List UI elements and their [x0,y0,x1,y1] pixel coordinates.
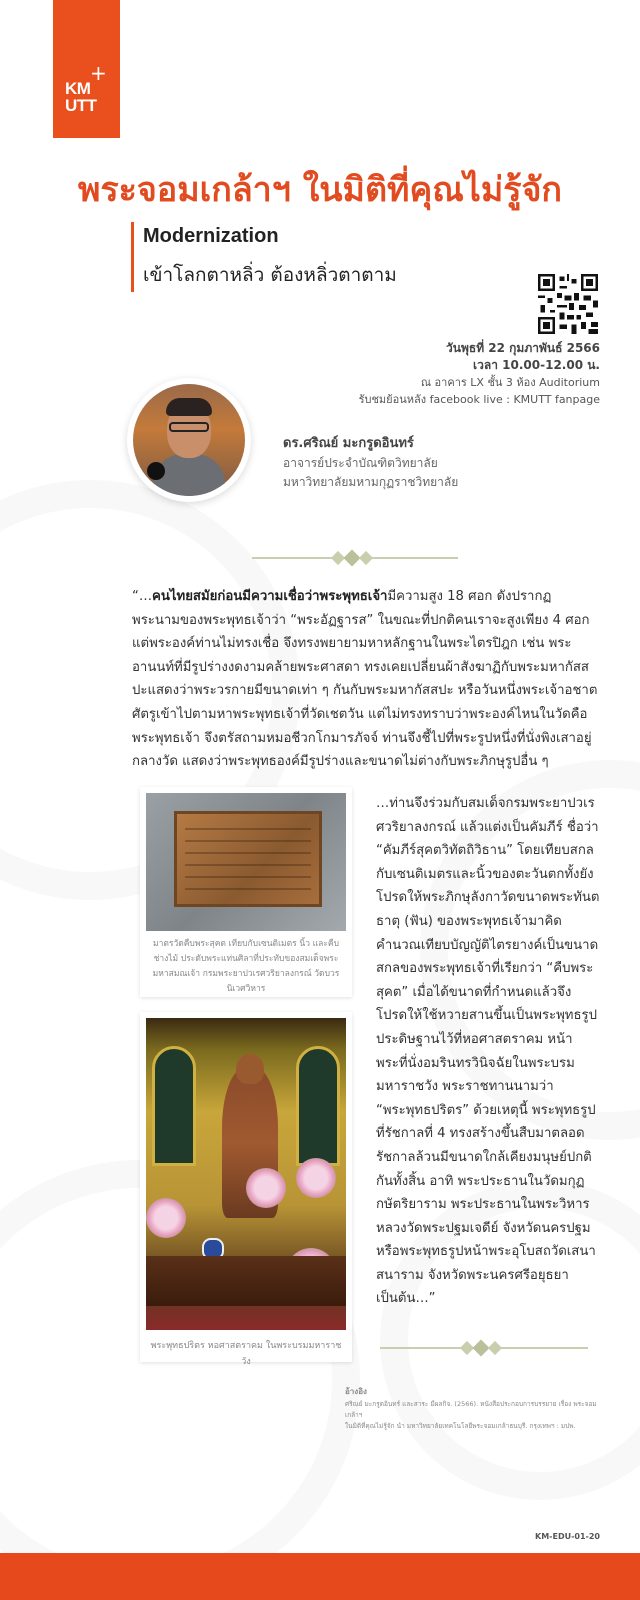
photo-card-buddha [140,1012,352,1367]
page-title: พระจอมเกล้าฯ ในมิติที่คุณไม่รู้จัก [77,170,563,210]
reference-line: ในมิติที่คุณไม่รู้จัก นำ มหาวิทยาลัยเทคโนโลยีพระจอมเกล้าธนบุรี. กรุงเทพฯ : มปพ. [345,1422,576,1430]
body-paragraph: …ท่านจึงร่วมกับสมเด็จกรมพระยาปวเรศวริยาลงกรณ์ แล้วแต่งเป็นคัมภีร์ ชื่อว่า “คัมภีร์สุคตวิทัตถิวิธาน” โดยเทียบสกลกับเซนติเมตรและนิ้วของตะวันตกทั้งยังโปรดให้พระภิกษุลังกาวัดขนาดพระทันตธาตุ (ฟัน) ของพระพุทธเจ้ามาคิดคำนวณเทียบบัญญัติไตรยางค์เป็นขนาดสกลของพระพุทธเจ้าที่เรียกว่า “คืบพระสุคต” เมื่อได้ขนาดที่กำหนดแล้วจึงโปรดให้ใช้หวายสานขึ้นเป็นพระพุทธรูปประดิษฐานไว้ที่หอศาสตราคม หน้าพระที่นั่งอมรินทรวินิจฉัยในพระบรมมหาราชวัง พระราชทานนามว่า “พระพุทธปริตร” ด้วยเหตุนี้ พระพุทธรูปที่รัชกาลที่ 4 ทรงสร้างขึ้นสืบมาตลอดรัชกาลล้วนมีขนาดใกล้เคียงมนุษย์ปกติกันทั้งสิ้น อาทิ พระประธานในวัดมกุฏกษัตริยาราม พระประธานในพระวิหารหลวงวัดพระปฐมเจดีย์ จังหวัดนครปฐม หรือพระพุทธรูปหน้าพระอุโบสถวัดเสนาสนาราม จังหวัดพระนครศรีอยุธยา เป็นต้น…” [376,796,600,1307]
event-venue: ณ อาคาร LX ชั้น 3 ห้อง Auditorium [420,376,600,389]
divider-diamond-icon [331,550,381,566]
reference-section [345,1385,605,1432]
logo-plus-icon: + [90,61,107,85]
subtitle-thai: เข้าโลกตาหลิ่ว ต้องหลิ่วตาตาม [143,264,397,286]
buddha-statue-photo [146,1018,346,1330]
subtitle-english: Modernization [143,225,279,247]
qr-code-icon[interactable] [538,274,598,334]
subtitle-accent-bar [131,222,134,292]
quote-text: มีความสูง 18 ศอก ดังปรากฏพระนามของพระพุทธเจ้าว่า “พระอัฏฐารส” ในขณะที่ปกติคนเราจะสูงเพียง 4 ศอก แต่พระองค์ท่านไม่ทรงเชื่อ จึงทรงพยายามหาหลักฐานในพระไตรปิฎก เช่น พระอานนท์ที่มีรูปร่างงดงามคล้ายพระศาสดา ทรงเคยเปลี่ยนผ้าสังฆาฏิกับพระมหากัสสปะแสดงว่าพระวรกายมีขนาดเท่า ๆ กันกับพระมหากัสสปะ หรือวันหนึ่งพระเจ้าอชาตศัตรูเข้าไปตามหาพระพุทธเจ้าที่วัดเชตวัน แต่ไม่ทรงทราบว่าพระองค์ไหนในวัดคือพระพุทธเจ้า จึงตรัสถามหมอชีวกโกมารภัจจ์ ท่านจึงชี้ไปที่พระรูปหนึ่งที่นั่งพิงเสาอยู่กลางวัด แสดงว่าพระพุทธองค์มีรูปร่างและขนาดไม่ต่างกับพระภิกษุรูปอื่น ๆ [132,589,598,770]
quote-bold-lead: คนไทยสมัยก่อนมีความเชื่อว่าพระพุทธเจ้า [152,589,388,604]
microphone-icon [147,462,165,480]
document-code: KM-EDU-01-20 [535,1532,600,1541]
speaker-position: อาจารย์ประจำบัณฑิตวิทยาลัย [283,456,438,470]
speaker-avatar [133,384,245,496]
photo-card-measure-plaque [140,787,352,997]
photo-caption: มาตรวัดคืบพระสุคต เทียบกับเซนติเมตร นิ้ว และคืบช่างไม้ ประดับพระแท่นศิลาที่ประทับของสมเด็จพระมหาสมณเจ้า กรมพระยาปวเรศวริยาลงกรณ์ วัดบวรนิเวศวิหาร [152,939,340,994]
kmutt-logo [53,0,120,138]
reference-heading: อ้างอิง [345,1387,367,1396]
quote-paragraph: “…คนไทยสมัยก่อนมีความเชื่อว่าพระพุทธเจ้ามีความสูง 18 ศอก ดังปรากฏพระนามของพระพุทธเจ้าว่า “พระอัฏฐารส” ในขณะที่ปกติคนเราจะสูงเพียง 4 ศอก แต่พระองค์ท่านไม่ทรงเชื่อ จึงทรงพยายามหาหลักฐานในพระไตรปิฎก เช่น พระอานนท์ที่มีรูปร่างงดงามคล้ายพระศาสดา ทรงเคยเปลี่ยนผ้าสังฆาฏิกับพระมหากัสสปะแสดงว่าพระวรกายมีขนาดเท่า ๆ กันกับพระมหากัสสปะ หรือวันหนึ่งพระเจ้าอชาตศัตรูเข้าไปตามหาพระพุทธเจ้าที่วัดเชตวัน แต่ไม่ทรงทราบว่าพระองค์ไหนในวัดคือพระพุทธเจ้า จึงตรัสถามหมอชีวกโกมารภัจจ์ ท่านจึงชี้ไปที่พระรูปหนึ่งที่นั่งพิงเสาอยู่กลางวัด แสดงว่าพระพุทธองค์มีรูปร่างและขนาดไม่ต่างกับพระภิกษุรูปอื่น ๆ [132,589,598,770]
speaker-info [283,434,458,492]
event-date: วันพุธที่ 22 กุมภาพันธ์ 2566 [446,341,600,355]
footer-bar [0,1553,640,1600]
speaker-organization: มหาวิทยาลัยมหามกุฏราชวิทยาลัย [283,475,459,489]
speaker-name: ดร.ศริณย์ มะกรูดอินทร์ [283,436,414,451]
event-time: เวลา 10.00-12.00 น. [473,358,600,372]
measure-plaque-photo [146,793,346,931]
speaker-avatar-frame [127,378,251,502]
divider-diamond-icon [460,1340,510,1356]
event-details [359,340,600,408]
event-live-link: รับชมย้อนหลัง facebook live : KMUTT fanpage [358,393,600,406]
logo-text: KM UTT [65,79,97,115]
photo-caption: พระพุทธปริตร หอศาสตราคม ในพระบรมมหาราชวัง [150,1341,342,1367]
reference-line: ศริณย์ มะกรูดอินทร์ และสาระ มีผลกิจ. (2566). หนังสือประกอบการบรรยาย เรื่อง พระจอมเกล้าฯ [345,1400,597,1419]
